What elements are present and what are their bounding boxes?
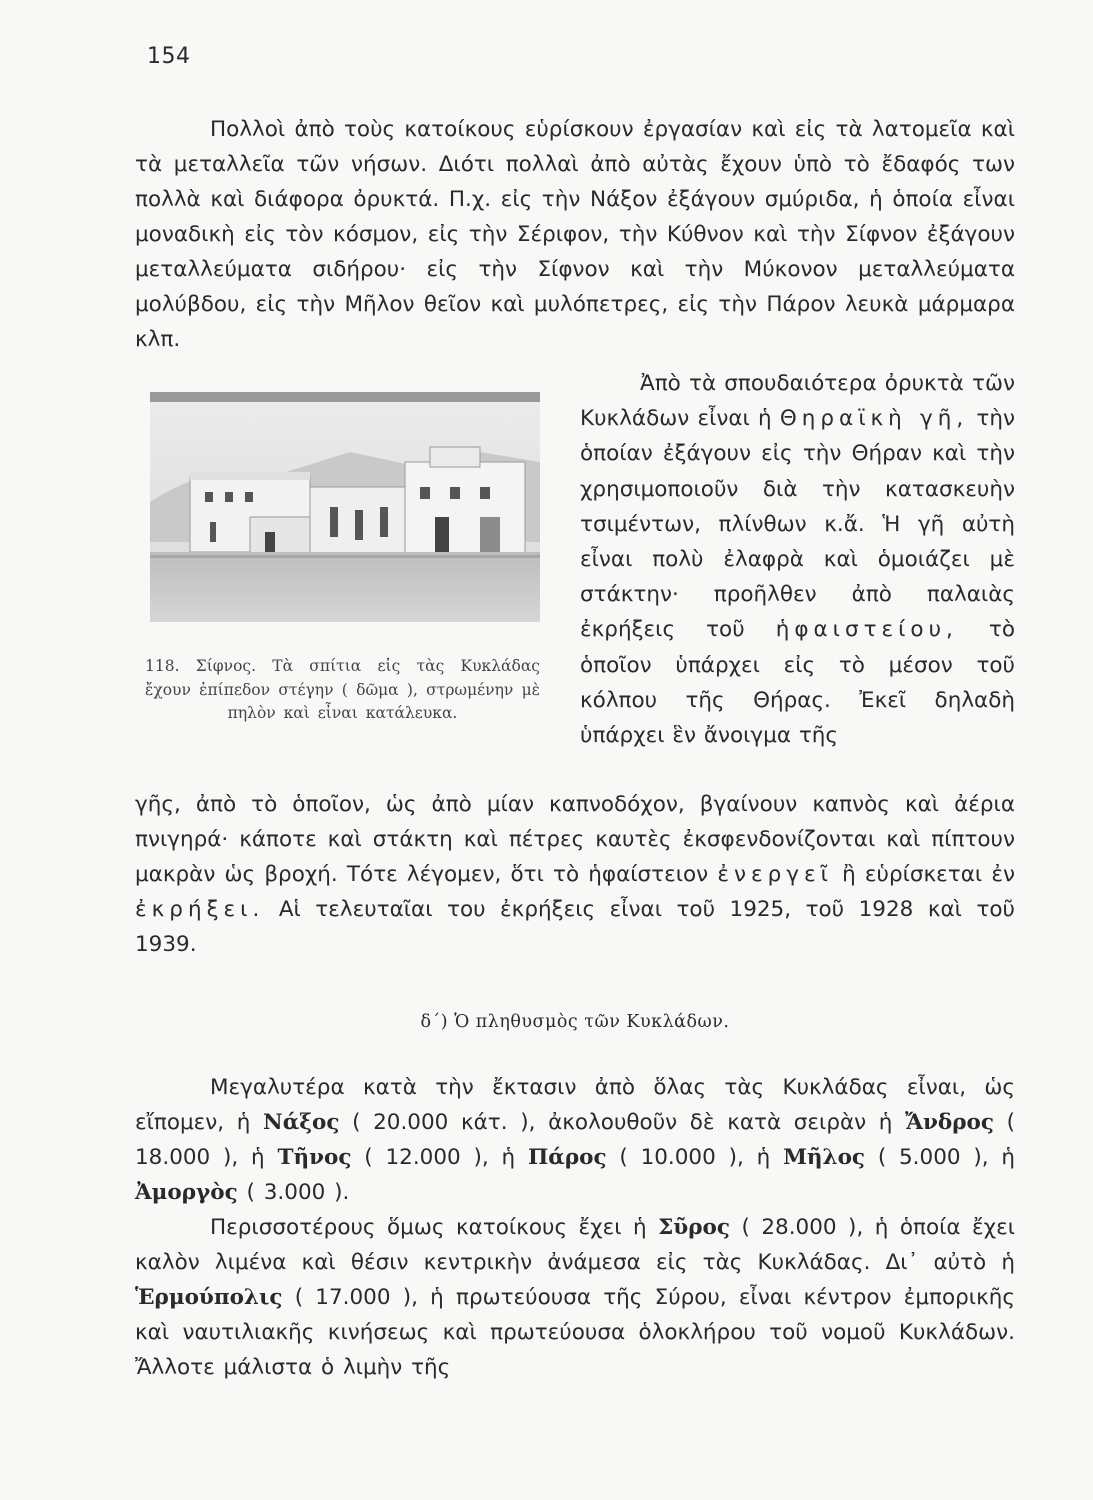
column-text-2: τὴν ὁποίαν ἐξάγουν εἰς τὴν Θήραν καὶ τὴν χρησιμοποιοῦν διὰ τὴν κατασκευὴν τσιμέντων, πλίνθων κ.ἄ. Ἡ γῆ αὐτὴ εἶναι πολὺ ἐλαφρὰ καὶ ὁμοιάζει μὲ στάκτην· προῆλθεν ἀπὸ παλαιὰς ἐκρήξεις τοῦ xyxy=(580,406,1015,643)
paragraph-island-sizes xyxy=(135,1070,1015,1210)
paragraph-syros xyxy=(135,1210,1015,1385)
column-text-1: Ἀπὸ τὰ σπουδαιότερα ὀρυκτὰ τῶν Κυκλάδων εἶναι ἡ xyxy=(580,371,1015,432)
photo-image xyxy=(150,392,540,622)
sizes-text-2: ( 20.000 κάτ. ), ἀκολουθοῦν δὲ κατὰ σειρὰν ἡ xyxy=(352,1110,893,1135)
syros-text-2: ( 28.000 ), ἡ ὁποία ἔχει καλὸν λιμένα καὶ θέσιν κεντρικὴν ἀνάμεσα εἰς τὰς Κυκλάδας. Δι᾽ αὐτὸ ἡ xyxy=(135,1215,1015,1275)
spaced-term-volcano: ἡφαιστείου, xyxy=(775,617,958,643)
column-text-3: τὸ ὁποῖον ὑπάρχει εἰς τὸ μέσον τοῦ κόλπου τῆς Θήρας. Ἐκεῖ δηλαδὴ ὑπάρχει ἓν ἄνοιγμα τῆς xyxy=(580,617,1016,749)
island-naxos: Νάξος xyxy=(263,1110,340,1135)
island-tinos: Τῆνος xyxy=(277,1145,352,1170)
sizes-text-5: ( 10.000 ), ἡ xyxy=(619,1145,771,1170)
population-section xyxy=(135,1070,1015,1385)
island-andros: Ἄνδρος xyxy=(905,1110,994,1135)
photo-caption: 118. Σίφνος. Τὰ σπίτια εἰς τὰς Κυκλάδας ἔχουν ἐπίπεδον στέγην ( δῶμα ), στρωμένην μὲ πηλὸν καὶ εἶναι κατάλευκα. xyxy=(145,657,540,722)
sizes-text-7: ( 3.000 ). xyxy=(246,1180,350,1205)
sizes-text-4: ( 12.000 ), ἡ xyxy=(364,1145,516,1170)
volcano-text-2: ἢ εὑρίσκεται ἐν xyxy=(842,862,1015,887)
page-number: 154 xyxy=(147,44,191,69)
spaced-term-active: ἐνεργεῖ xyxy=(717,862,833,887)
paragraph-thera-earth xyxy=(580,366,1015,753)
island-syros: Σῦρος xyxy=(658,1215,730,1240)
syros-text-1: Περισσοτέρους ὅμως κατοίκους ἔχει ἡ xyxy=(210,1215,647,1240)
photo-sifnos-houses xyxy=(150,392,540,622)
island-amorgos: Ἀμοργὸς xyxy=(135,1180,238,1205)
paragraph-volcano xyxy=(135,787,1015,962)
city-ermoupolis: Ἑρμούπολις xyxy=(135,1285,283,1310)
island-milos: Μῆλος xyxy=(783,1145,865,1170)
section-heading: δ΄) Ὁ πληθυσμὸς τῶν Κυκλάδων. xyxy=(420,1012,730,1032)
syros-text-3: ( 17.000 ), ἡ πρωτεύουσα τῆς Σύρου, εἶναι κέντρον ἐμπορικῆς καὶ ναυτιλιακῆς κινήσεως καὶ πρωτεύουσα ὁλοκλήρου τοῦ νομοῦ Κυκλάδων. Ἄλλοτε μάλιστα ὁ λιμὴν τῆς xyxy=(135,1285,1015,1380)
spaced-term-eruption: ἐκρήξει. xyxy=(135,897,265,922)
volcano-text-1: γῆς, ἀπὸ τὸ ὁποῖον, ὡς ἀπὸ μίαν καπνοδόχον, βγαίνουν καπνὸς καὶ ἀέρια πνιγηρά· κάποτε καὶ στάκτη καὶ πέτρες καυτὲς ἐκσφενδονίζονται καὶ πίπτουν μακρὰν ὡς βροχή. Τότε λέγομεν, ὅτι τὸ ἡφαίστειον xyxy=(135,792,1015,887)
sizes-text-6: ( 5.000 ), ἡ xyxy=(877,1145,1016,1170)
paragraph-mining: Πολλοὶ ἀπὸ τοὺς κατοίκους εὑρίσκουν ἐργασίαν καὶ εἰς τὰ λατομεῖα καὶ τὰ μεταλλεῖα τῶν νήσων. Διότι πολλαὶ ἀπὸ αὐτὰς ἔχουν ὑπὸ τὸ ἔδαφός των πολλὰ καὶ διάφορα ὀρυκτά. Π.χ. εἰς τὴν Νάξον ἐξάγουν σμύριδα, ἡ ὁποία εἶναι μοναδικὴ εἰς τὸν κόσμον, εἰς τὴν Σέριφον, τὴν Κύθνον καὶ τὴν Σίφνον ἐξάγουν μεταλλεύματα σιδήρου· εἰς τὴν Σίφνον καὶ τὴν Μύκονον μεταλλεύματα μολύβδου, εἰς τὴν Μῆλον θεῖον καὶ μυλόπετρες, εἰς τὴν Πάρον λευκὰ μάρμαρα κλπ. xyxy=(135,117,1015,352)
sizes-text-3: ( 18.000 ), ἡ xyxy=(135,1110,1015,1170)
island-paros: Πάρος xyxy=(527,1145,607,1170)
sizes-text-1: Μεγαλυτέρα κατὰ τὴν ἔκτασιν ἀπὸ ὅλας τὰς Κυκλάδας εἶναι, ὡς εἴπομεν, ἡ xyxy=(135,1075,1015,1135)
spaced-term-thera-earth: Θηραϊκὴ γῆ, xyxy=(779,406,969,432)
volcano-text-3: Αἱ τελευταῖαι του ἐκρήξεις εἶναι τοῦ 1925, τοῦ 1928 καὶ τοῦ 1939. xyxy=(135,897,1015,957)
